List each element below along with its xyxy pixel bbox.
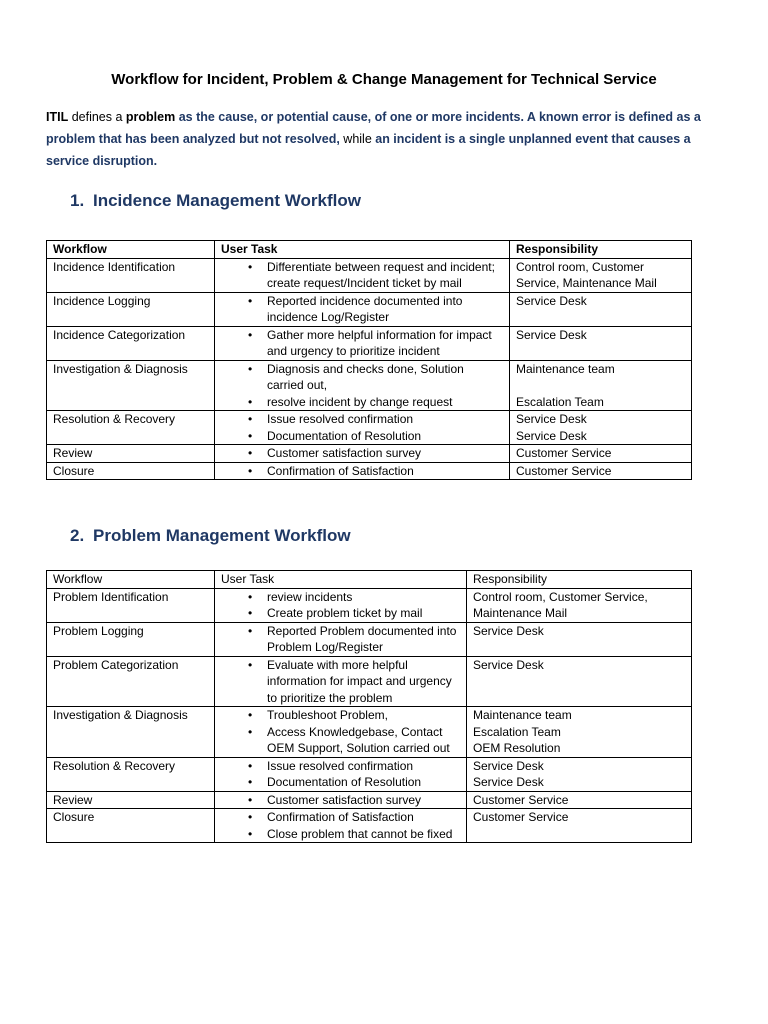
task-cell <box>215 445 510 463</box>
workflow-cell: Resolution & Recovery <box>47 757 215 791</box>
responsibility-line: Control room, Customer Service, Maintenance Mail <box>516 259 657 290</box>
responsibility-line: Maintenance team <box>516 361 615 376</box>
table-header-row <box>47 571 692 589</box>
task-item: • Access Knowledgebase, Contact OEM Support, Solution carried out <box>221 724 460 757</box>
table-row <box>47 588 692 622</box>
intro-definition: as the cause, or potential cause, of one or more incidents. A known error is defined as a problem that has been analyzed but not resolved, <box>46 110 701 146</box>
task-cell <box>215 360 510 411</box>
intro-defines: defines a <box>68 110 126 124</box>
table-row <box>47 791 692 809</box>
table-row <box>47 445 692 463</box>
responsibility-cell <box>467 622 692 656</box>
responsibility-line: Escalation Team <box>516 394 604 409</box>
task-item: • Differentiate between request and incident; create request/Incident ticket by mail <box>221 259 503 292</box>
workflow-cell: Closure <box>47 462 215 480</box>
section1-heading <box>70 191 361 211</box>
task-item: • Documentation of Resolution <box>221 774 460 791</box>
responsibility-cell <box>467 656 692 707</box>
table-row <box>47 622 692 656</box>
workflow-cell: Review <box>47 791 215 809</box>
responsibility-cell <box>467 809 692 843</box>
task-item: • Confirmation of Satisfaction <box>221 463 503 480</box>
header-user-task: User Task <box>215 241 510 259</box>
task-cell <box>215 462 510 480</box>
workflow-cell: Problem Categorization <box>47 656 215 707</box>
responsibility-line: Maintenance team <box>473 708 572 722</box>
task-item: • Documentation of Resolution <box>221 428 503 445</box>
workflow-cell: Closure <box>47 809 215 843</box>
responsibility-cell <box>510 292 692 326</box>
responsibility-line: Customer Service <box>473 792 569 807</box>
task-item: • review incidents <box>221 589 460 606</box>
responsibility-line: Escalation Team <box>473 724 561 739</box>
task-item: • Issue resolved confirmation <box>221 758 460 775</box>
task-item: • Reported incidence documented into incidence Log/Register <box>221 293 503 326</box>
responsibility-line: Control room, Customer Service, Maintenance Mail <box>473 589 648 620</box>
responsibility-line: Customer Service <box>516 463 612 478</box>
responsibility-cell <box>510 445 692 463</box>
responsibility-cell <box>467 707 692 758</box>
workflow-cell: Investigation & Diagnosis <box>47 360 215 411</box>
workflow-cell: Problem Identification <box>47 588 215 622</box>
workflow-cell: Review <box>47 445 215 463</box>
section1-title: Incidence Management Workflow <box>93 191 361 210</box>
workflow-cell: Resolution & Recovery <box>47 411 215 445</box>
document-title: Workflow for Incident, Problem & Change Management for Technical Service <box>111 71 657 88</box>
intro-itil: ITIL <box>46 110 69 124</box>
task-item: • Issue resolved confirmation <box>221 411 503 428</box>
responsibility-line: Service Desk <box>473 657 544 672</box>
incidence-table <box>46 240 692 480</box>
responsibility-line: Customer Service <box>473 810 569 824</box>
responsibility-line: Service Desk <box>516 428 587 443</box>
intro-while: while <box>339 132 376 146</box>
workflow-cell: Incidence Identification <box>47 258 215 292</box>
header-responsibility: Responsibility <box>510 241 692 259</box>
intro-incident: an incident is a single unplanned event that causes a service disruption. <box>46 132 691 168</box>
table-row <box>47 462 692 480</box>
table-row <box>47 809 692 843</box>
task-cell <box>215 411 510 445</box>
task-item: • Customer satisfaction survey <box>221 792 460 809</box>
task-cell <box>215 622 467 656</box>
task-cell <box>215 791 467 809</box>
responsibility-cell <box>510 462 692 480</box>
section1-number: 1. <box>70 191 85 210</box>
header-workflow: Workflow <box>47 571 215 589</box>
task-item: • Customer satisfaction survey <box>221 445 503 462</box>
table-row <box>47 360 692 411</box>
responsibility-line: OEM Resolution <box>473 741 561 755</box>
header-user-task: User Task <box>215 571 467 589</box>
problem-table <box>46 570 692 843</box>
responsibility-cell <box>467 791 692 809</box>
responsibility-cell <box>510 360 692 411</box>
task-item: • Create problem ticket by mail <box>221 605 460 622</box>
task-item: • Diagnosis and checks done, Solution carried out, <box>221 361 503 394</box>
responsibility-line: Service Desk <box>473 775 544 789</box>
task-item: • resolve incident by change request <box>221 394 503 411</box>
workflow-cell: Incidence Logging <box>47 292 215 326</box>
section2-number: 2. <box>70 526 85 545</box>
intro-problem: problem <box>125 110 176 124</box>
responsibility-cell <box>467 757 692 791</box>
task-cell <box>215 326 510 360</box>
section2-heading <box>70 526 351 546</box>
table-row <box>47 411 692 445</box>
task-cell <box>215 258 510 292</box>
responsibility-line: Service Desk <box>473 623 544 638</box>
task-item: • Troubleshoot Problem, <box>221 707 460 724</box>
task-item: • Reported Problem documented into Problem Log/Register <box>221 623 460 656</box>
section2-title: Problem Management Workflow <box>93 526 351 545</box>
task-item: • Close problem that cannot be fixed <box>221 826 460 843</box>
table-row <box>47 707 692 758</box>
responsibility-line: Service Desk <box>473 758 544 773</box>
responsibility-line: Service Desk <box>516 293 587 308</box>
responsibility-cell <box>510 258 692 292</box>
table-row <box>47 656 692 707</box>
table-row <box>47 292 692 326</box>
responsibility-cell <box>467 588 692 622</box>
responsibility-line: Customer Service <box>516 446 612 460</box>
workflow-cell: Problem Logging <box>47 622 215 656</box>
responsibility-cell <box>510 411 692 445</box>
workflow-cell: Investigation & Diagnosis <box>47 707 215 758</box>
responsibility-line: Service Desk <box>516 412 587 426</box>
table-row <box>47 326 692 360</box>
header-workflow: Workflow <box>47 241 215 259</box>
task-cell <box>215 757 467 791</box>
task-cell <box>215 707 467 758</box>
workflow-cell: Incidence Categorization <box>47 326 215 360</box>
header-responsibility: Responsibility <box>467 571 692 589</box>
task-cell <box>215 588 467 622</box>
task-item: • Evaluate with more helpful information for impact and urgency to prioritize the problem <box>221 657 460 707</box>
task-item: • Confirmation of Satisfaction <box>221 809 460 826</box>
responsibility-line: Service Desk <box>516 327 587 342</box>
task-item: • Gather more helpful information for impact and urgency to prioritize incident <box>221 327 503 360</box>
table-row <box>47 757 692 791</box>
intro-paragraph <box>46 106 716 172</box>
table-row <box>47 258 692 292</box>
responsibility-cell <box>510 326 692 360</box>
task-cell <box>215 656 467 707</box>
task-cell <box>215 292 510 326</box>
task-cell <box>215 809 467 843</box>
table-header-row <box>47 241 692 259</box>
